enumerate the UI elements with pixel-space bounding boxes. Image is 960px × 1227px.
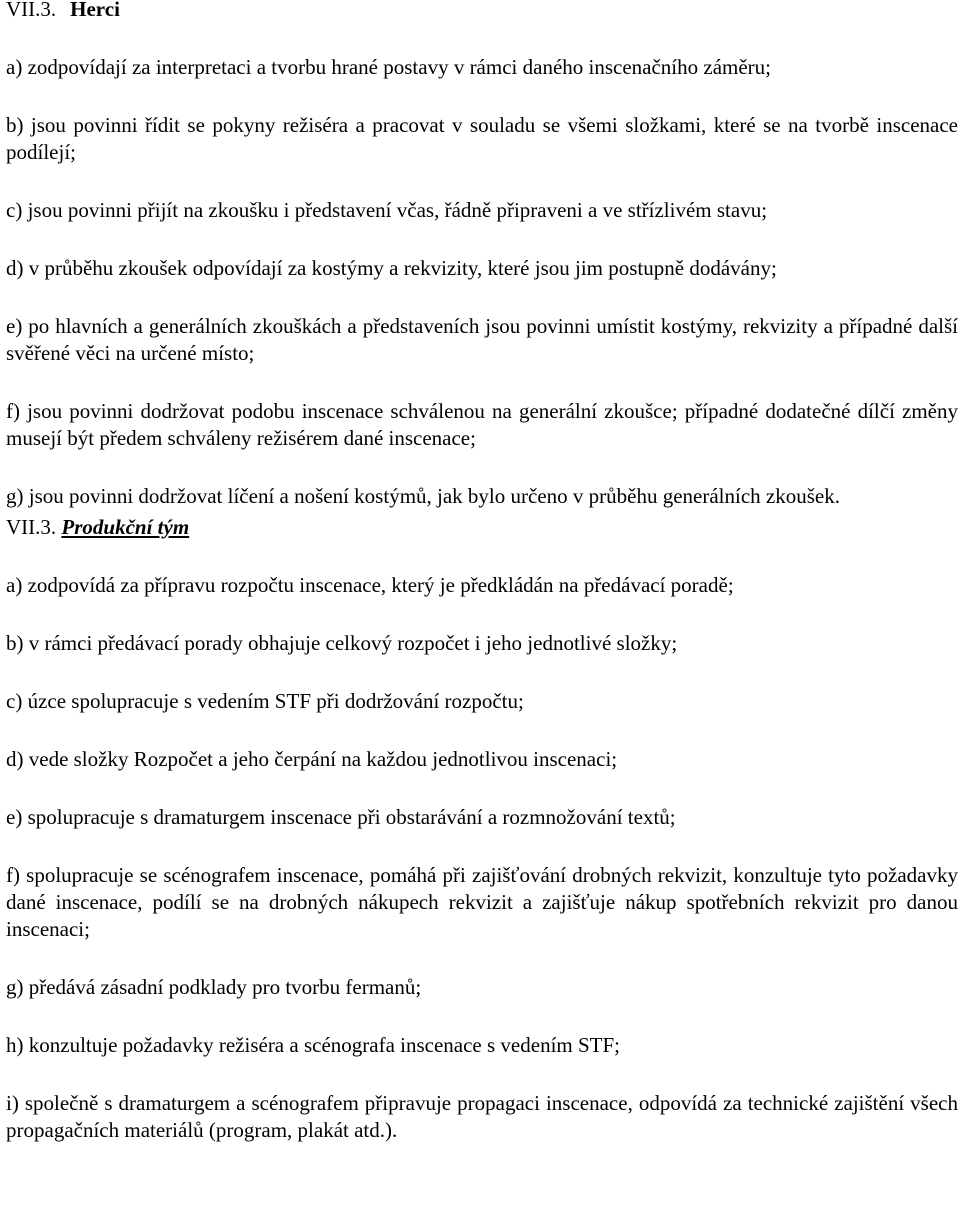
- list-item: e) spolupracuje s dramaturgem inscenace při obstarávání a rozmnožování textů;: [6, 805, 676, 829]
- list-item: g) předává zásadní podklady pro tvorbu fermanů;: [6, 975, 422, 999]
- list-item: g) jsou povinni dodržovat líčení a nošení kostýmů, jak bylo určeno v průběhu generálních zkoušek.: [6, 484, 840, 508]
- section-title: Herci: [70, 0, 120, 21]
- list-item: c) jsou povinni přijít na zkoušku i představení včas, řádně připraveni a ve střízlivém stavu;: [6, 198, 768, 222]
- list-item: d) vede složky Rozpočet a jeho čerpání na každou jednotlivou inscenaci;: [6, 747, 618, 771]
- section-number: VII.3.: [6, 0, 57, 21]
- list-item: f) jsou povinni dodržovat podobu inscenace schválenou na generální zkoušce; případné dodatečné dílčí změny musejí být předem schváleny režisérem dané inscenace;: [6, 399, 958, 450]
- section-heading-produkcni-tym: [6, 514, 958, 541]
- list-item: f) spolupracuje se scénografem inscenace, pomáhá při zajišťování drobných rekvizit, konzultuje tyto požadavky dané inscenace, podílí se na drobných nákupech rekvizit a zajišťuje nákup spotřebních rekvizit pro danou inscenaci;: [6, 863, 958, 941]
- list-item: d) v průběhu zkoušek odpovídají za kostýmy a rekvizity, které jsou jim postupně dodávány;: [6, 256, 777, 280]
- list-item: b) jsou povinni řídit se pokyny režiséra a pracovat v souladu se všemi složkami, které se na tvorbě inscenace podílejí;: [6, 113, 958, 164]
- list-item: e) po hlavních a generálních zkouškách a představeních jsou povinni umístit kostýmy, rekvizity a případné další svěřené věci na určené místo;: [6, 314, 958, 365]
- list-item: a) zodpovídá za přípravu rozpočtu inscenace, který je předkládán na předávací poradě;: [6, 573, 734, 597]
- section-number: VII.3.: [6, 515, 57, 539]
- list-item: a) zodpovídají za interpretaci a tvorbu hrané postavy v rámci daného inscenačního záměru;: [6, 55, 772, 79]
- list-item: i) společně s dramaturgem a scénografem připravuje propagaci inscenace, odpovídá za technické zajištění všech propagačních materiálů (program, plakát atd.).: [6, 1091, 958, 1142]
- list-item: h) konzultuje požadavky režiséra a scénografa inscenace s vedením STF;: [6, 1033, 621, 1057]
- document-page: [6, 0, 958, 1144]
- list-item: c) úzce spolupracuje s vedením STF při dodržování rozpočtu;: [6, 689, 524, 713]
- list-item: b) v rámci předávací porady obhajuje celkový rozpočet i jeho jednotlivé složky;: [6, 631, 678, 655]
- section-heading-herci: [6, 0, 958, 23]
- section-title: Produkční tým: [61, 515, 190, 539]
